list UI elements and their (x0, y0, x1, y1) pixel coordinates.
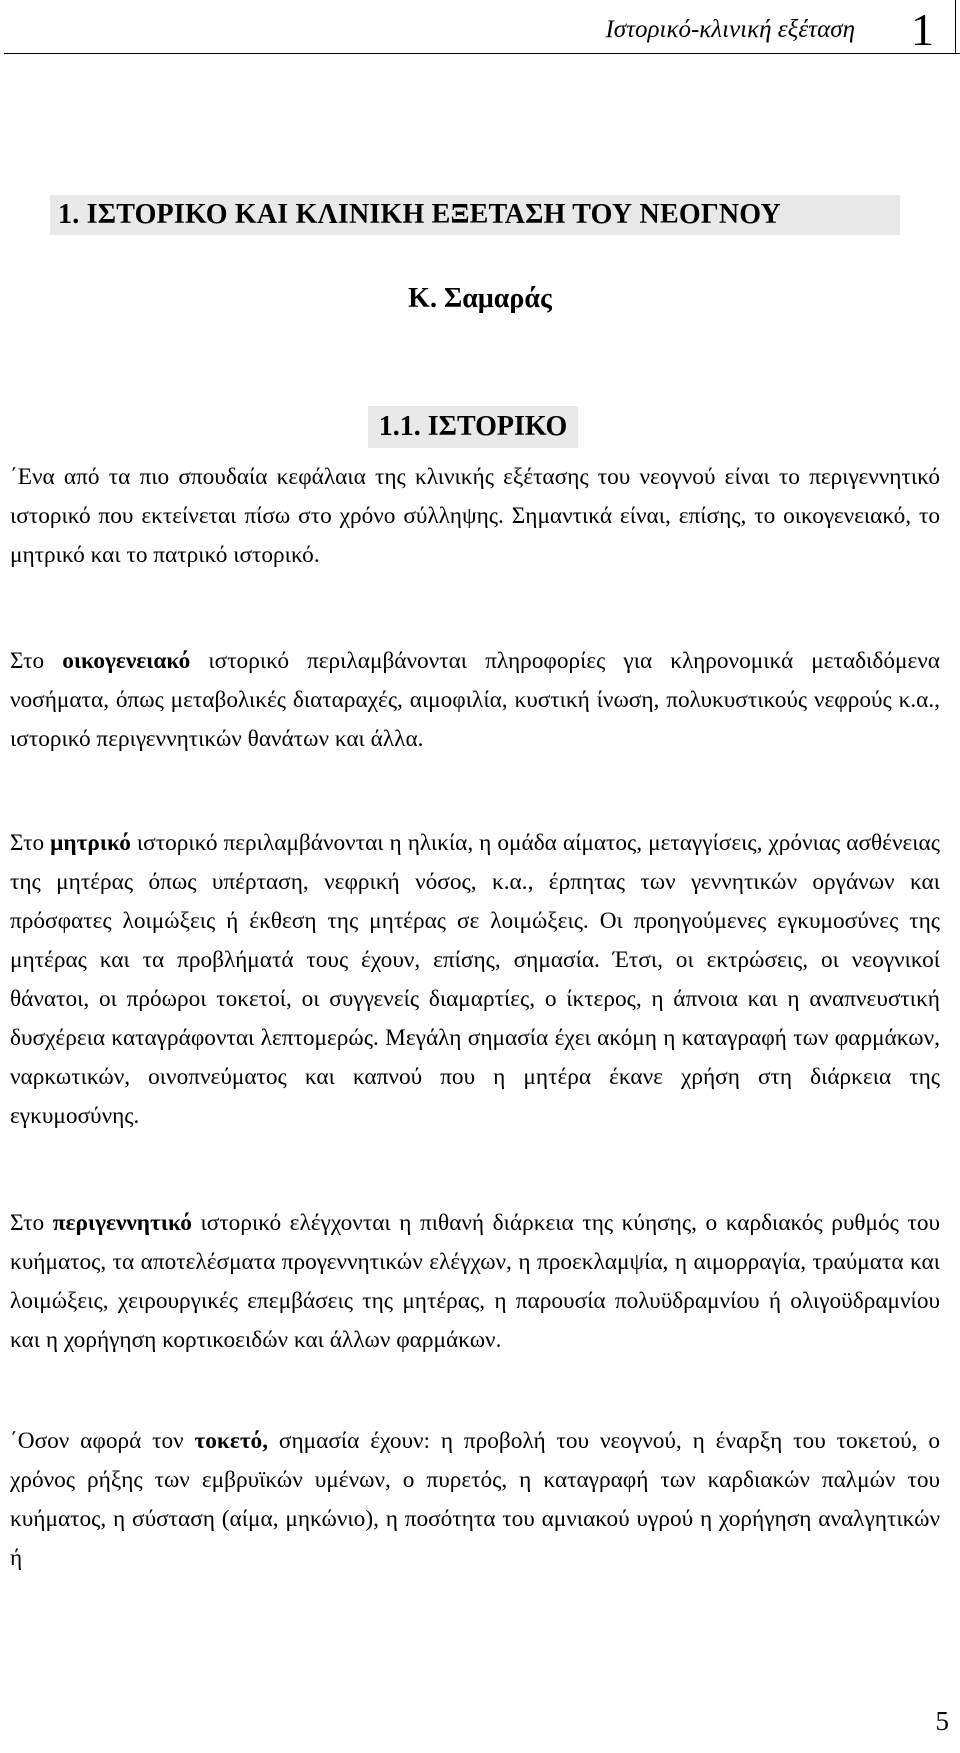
text-run: Στο (10, 1210, 53, 1236)
paragraph-intro (10, 458, 940, 575)
header-vertical-rule (955, 0, 956, 54)
paragraph-family-history (10, 642, 940, 759)
paragraph-perinatal-history (10, 1204, 940, 1360)
paragraph-maternal-history (10, 824, 940, 1136)
text-run: ιστορικό ελέγχονται η πιθανή διάρκεια της κύησης, ο καρδιακός ρυθμός του κυήματος, τα αποτελέσματα προγεννητικών ελέγχων, η προεκλαμψία, η αιμορραγία, τραύματα και λοιμώξεις, χειρουργικές επεμβάσεις της μητέρας, η παρουσία πολυϋδραμνίου ή ολιγοϋδραμνίου και η χορήγηση κορτικοειδών και άλλων φαρμάκων. (10, 1210, 941, 1353)
page-number: 5 (935, 1706, 949, 1736)
text-run: Στο (10, 830, 51, 856)
chapter-number: 1 (911, 4, 934, 55)
running-title: Ιστορικό-κλινική εξέταση (605, 16, 855, 43)
bold-term: τοκετό, (194, 1428, 269, 1454)
running-header (0, 0, 960, 56)
text-run: ιστορικό περιλαμβάνονται η ηλικία, η ομάδα αίματος, μεταγγίσεις, χρόνιας ασθένειας της μητέρας όπως υπέρταση, νεφρική νόσος, κ.α., έρπητας των γεννητικών οργάνων και πρόσφατες λοιμώξεις ή έκθεση της μητέρας σε λοιμώξεις. Οι προηγούμενες εγκυμοσύνες της μητέρας και τα προβλήματά τους έχουν, επίσης, σημασία. Έτσι, οι εκτρώσεις, οι νεογνικοί θάνατοι, οι πρόωροι τοκετοί, οι συγγενείς διαμαρτίες, ο ίκτερος, η άπνοια και η αναπνευστική δυσχέρεια καταγράφονται λεπτομερώς. Μεγάλη σημασία έχει ακόμη η καταγραφή των φαρμάκων, ναρκωτικών, οινοπνεύματος και καπνού που η μητέρα έκανε χρήση στη διάρκεια της εγκυμοσύνης. (10, 830, 940, 1129)
paragraph-delivery (10, 1422, 940, 1578)
text-run: σημασία έχουν: η προβολή του νεογνού, η έναρξη του τοκετού, ο χρόνος ρήξης των εμβρυϊκών υμένων, ο πυρετός, η καταγραφή των καρδιακών παλμών του κυήματος, η σύσταση (αίμα, μηκώνιο), η ποσότητα του αμνιακού υγρού η χορήγηση αναλγητικών ή (10, 1428, 940, 1571)
bold-term: μητρικό (50, 830, 131, 856)
text-run: Στο (10, 648, 63, 674)
chapter-title: 1. ΙΣΤΟΡΙΚΟ ΚΑΙ ΚΛΙΝΙΚΗ ΕΞΕΤΑΣΗ ΤΟΥ ΝΕΟΓΝΟΥ (50, 195, 900, 235)
text-run: ιστορικό περιλαμβάνονται πληροφορίες για κληρονομικά μεταδιδόμενα νοσήματα, όπως μεταβολικές διαταραχές, αιμοφιλία, κυστική ίνωση, πολυκυστικούς νεφρούς κ.α., ιστορικό περιγεννητικών θανάτων και άλλα. (10, 648, 940, 752)
author: Κ. Σαμαράς (408, 283, 552, 314)
header-rule (4, 53, 960, 54)
text-run: ΄Οσον αφορά τον (10, 1428, 195, 1454)
bold-term: οικογενειακό (62, 648, 191, 674)
bold-term: περιγεννητικό (52, 1210, 192, 1236)
paragraph-text: ΄Ενα από τα πιο σπουδαία κεφάλαια της κλινικής εξέτασης του νεογνού είναι το περιγεννητικό ιστορικό που εκτείνεται πίσω στο χρόνο σύλληψης. Σημαντικά είναι, επίσης, το οικογενειακό, το μητρικό και το πατρικό ιστορικό. (10, 464, 940, 568)
section-title: 1.1. ΙΣΤΟΡΙΚΟ (368, 406, 578, 448)
